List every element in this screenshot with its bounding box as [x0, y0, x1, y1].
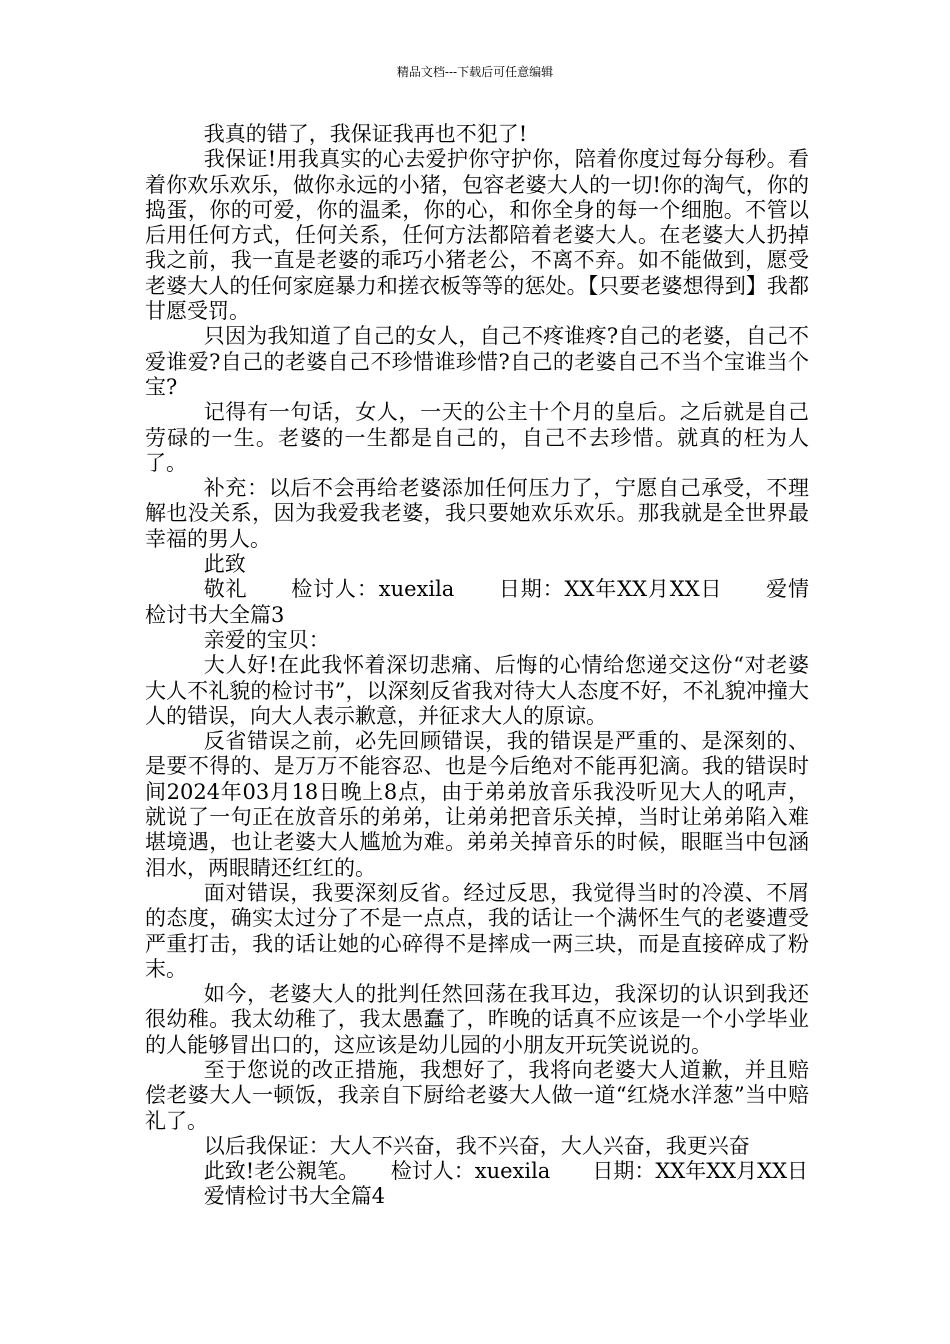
paragraph: 反省错误之前，必先回顾错误，我的错误是严重的、是深刻的、是要不得的、是万万不能容忍、也是今后绝对不能再犯滴。我的错误时间2024年03月18日晚上8点，由于弟弟放音乐我没听见大人的吼声，就说了一句正在放音乐的弟弟，让弟弟把音乐关掉，当时让弟弟陷入难堪境遇，也让老婆大人尴尬为难。弟弟关掉音乐的时候，眼眶当中包涵泪水，两眼睛还红红的。: [145, 729, 809, 880]
signature-line: 敬礼 检讨人：xuexila 日期：XX年XX月XX日 爱情检讨书大全篇3: [145, 577, 809, 627]
closing-salutation: 此致: [203, 552, 246, 577]
signature-line: 此致!老公親笔。 检讨人：xuexila 日期：XX年XX月XX日: [203, 1159, 809, 1184]
greeting: 亲爱的宝贝：: [203, 627, 330, 652]
paragraph: 大人好!在此我怀着深切悲痛、后悔的心情给您递交这份“对老婆大人不礼貌的检讨书”，以深刻反省我对待大人态度不好，不礼貌冲撞大人的错误，向大人表示歉意，并征求大人的原谅。: [145, 653, 809, 728]
paragraph: 我保证!用我真实的心去爱护你守护你，陪着你度过每分每秒。看着你欢乐欢乐，做你永远的小猪，包容老婆大人的一切!你的淘气，你的捣蛋，你的可爱，你的温柔，你的心，和你全身的每一个细胞。不管以后用任何方式，任何关系，任何方法都陪着老婆大人。在老婆大人扔掉我之前，我一直是老婆的乖巧小猪老公，不离不弃。如不能做到，愿受老婆大人的任何家庭暴力和搓衣板等等的惩处。【只要老婆想得到】我都甘愿受罚。: [145, 147, 809, 324]
paragraph: 面对错误，我要深刻反省。经过反思，我觉得当时的冷漠、不屑的态度，确实太过分了不是一点点，我的话让一个满怀生气的老婆遭受严重打击，我的话让她的心碎得不是摔成一两三块，而是直接碎成了粉末。: [145, 880, 809, 981]
paragraph: 补充：以后不会再给老婆添加任何压力了，宁愿自己承受，不理解也没关系，因为我爱我老婆，我只要她欢乐欢乐。那我就是全世界最幸福的男人。: [145, 476, 809, 551]
paragraph: 记得有一句话，女人，一天的公主十个月的皇后。之后就是自己劳碌的一生。老婆的一生都是自己的，自己不去珍惜。就真的枉为人了。: [145, 400, 809, 475]
page-header: 精品文档---下载后可任意编辑: [396, 65, 554, 79]
paragraph: 只因为我知道了自己的女人，自己不疼谁疼?自己的老婆，自己不爱谁爱?自己的老婆自己不珍惜谁珍惜?自己的老婆自己不当个宝谁当个宝?: [145, 324, 809, 399]
section-heading: 爱情检讨书大全篇4: [203, 1184, 386, 1209]
paragraph: 如今，老婆大人的批判任然回荡在我耳边，我深切的认识到我还很幼稚。我太幼稚了，我太愚蠢了，昨晚的话真不应该是一个小学毕业的人能够冒出口的，这应该是幼儿园的小朋友开玩笑说说的。: [145, 982, 809, 1057]
document-body: [145, 122, 809, 1210]
paragraph: 我真的错了，我保证我再也不犯了!: [203, 122, 528, 146]
paragraph: 至于您说的改正措施，我想好了，我将向老婆大人道歉，并且赔偿老婆大人一顿饭，我亲自下厨给老婆大人做一道“红烧水洋葱”当中赔礼了。: [145, 1057, 809, 1133]
paragraph: 以后我保证：大人不兴奋，我不兴奋，大人兴奋，我更兴奋: [203, 1133, 750, 1158]
